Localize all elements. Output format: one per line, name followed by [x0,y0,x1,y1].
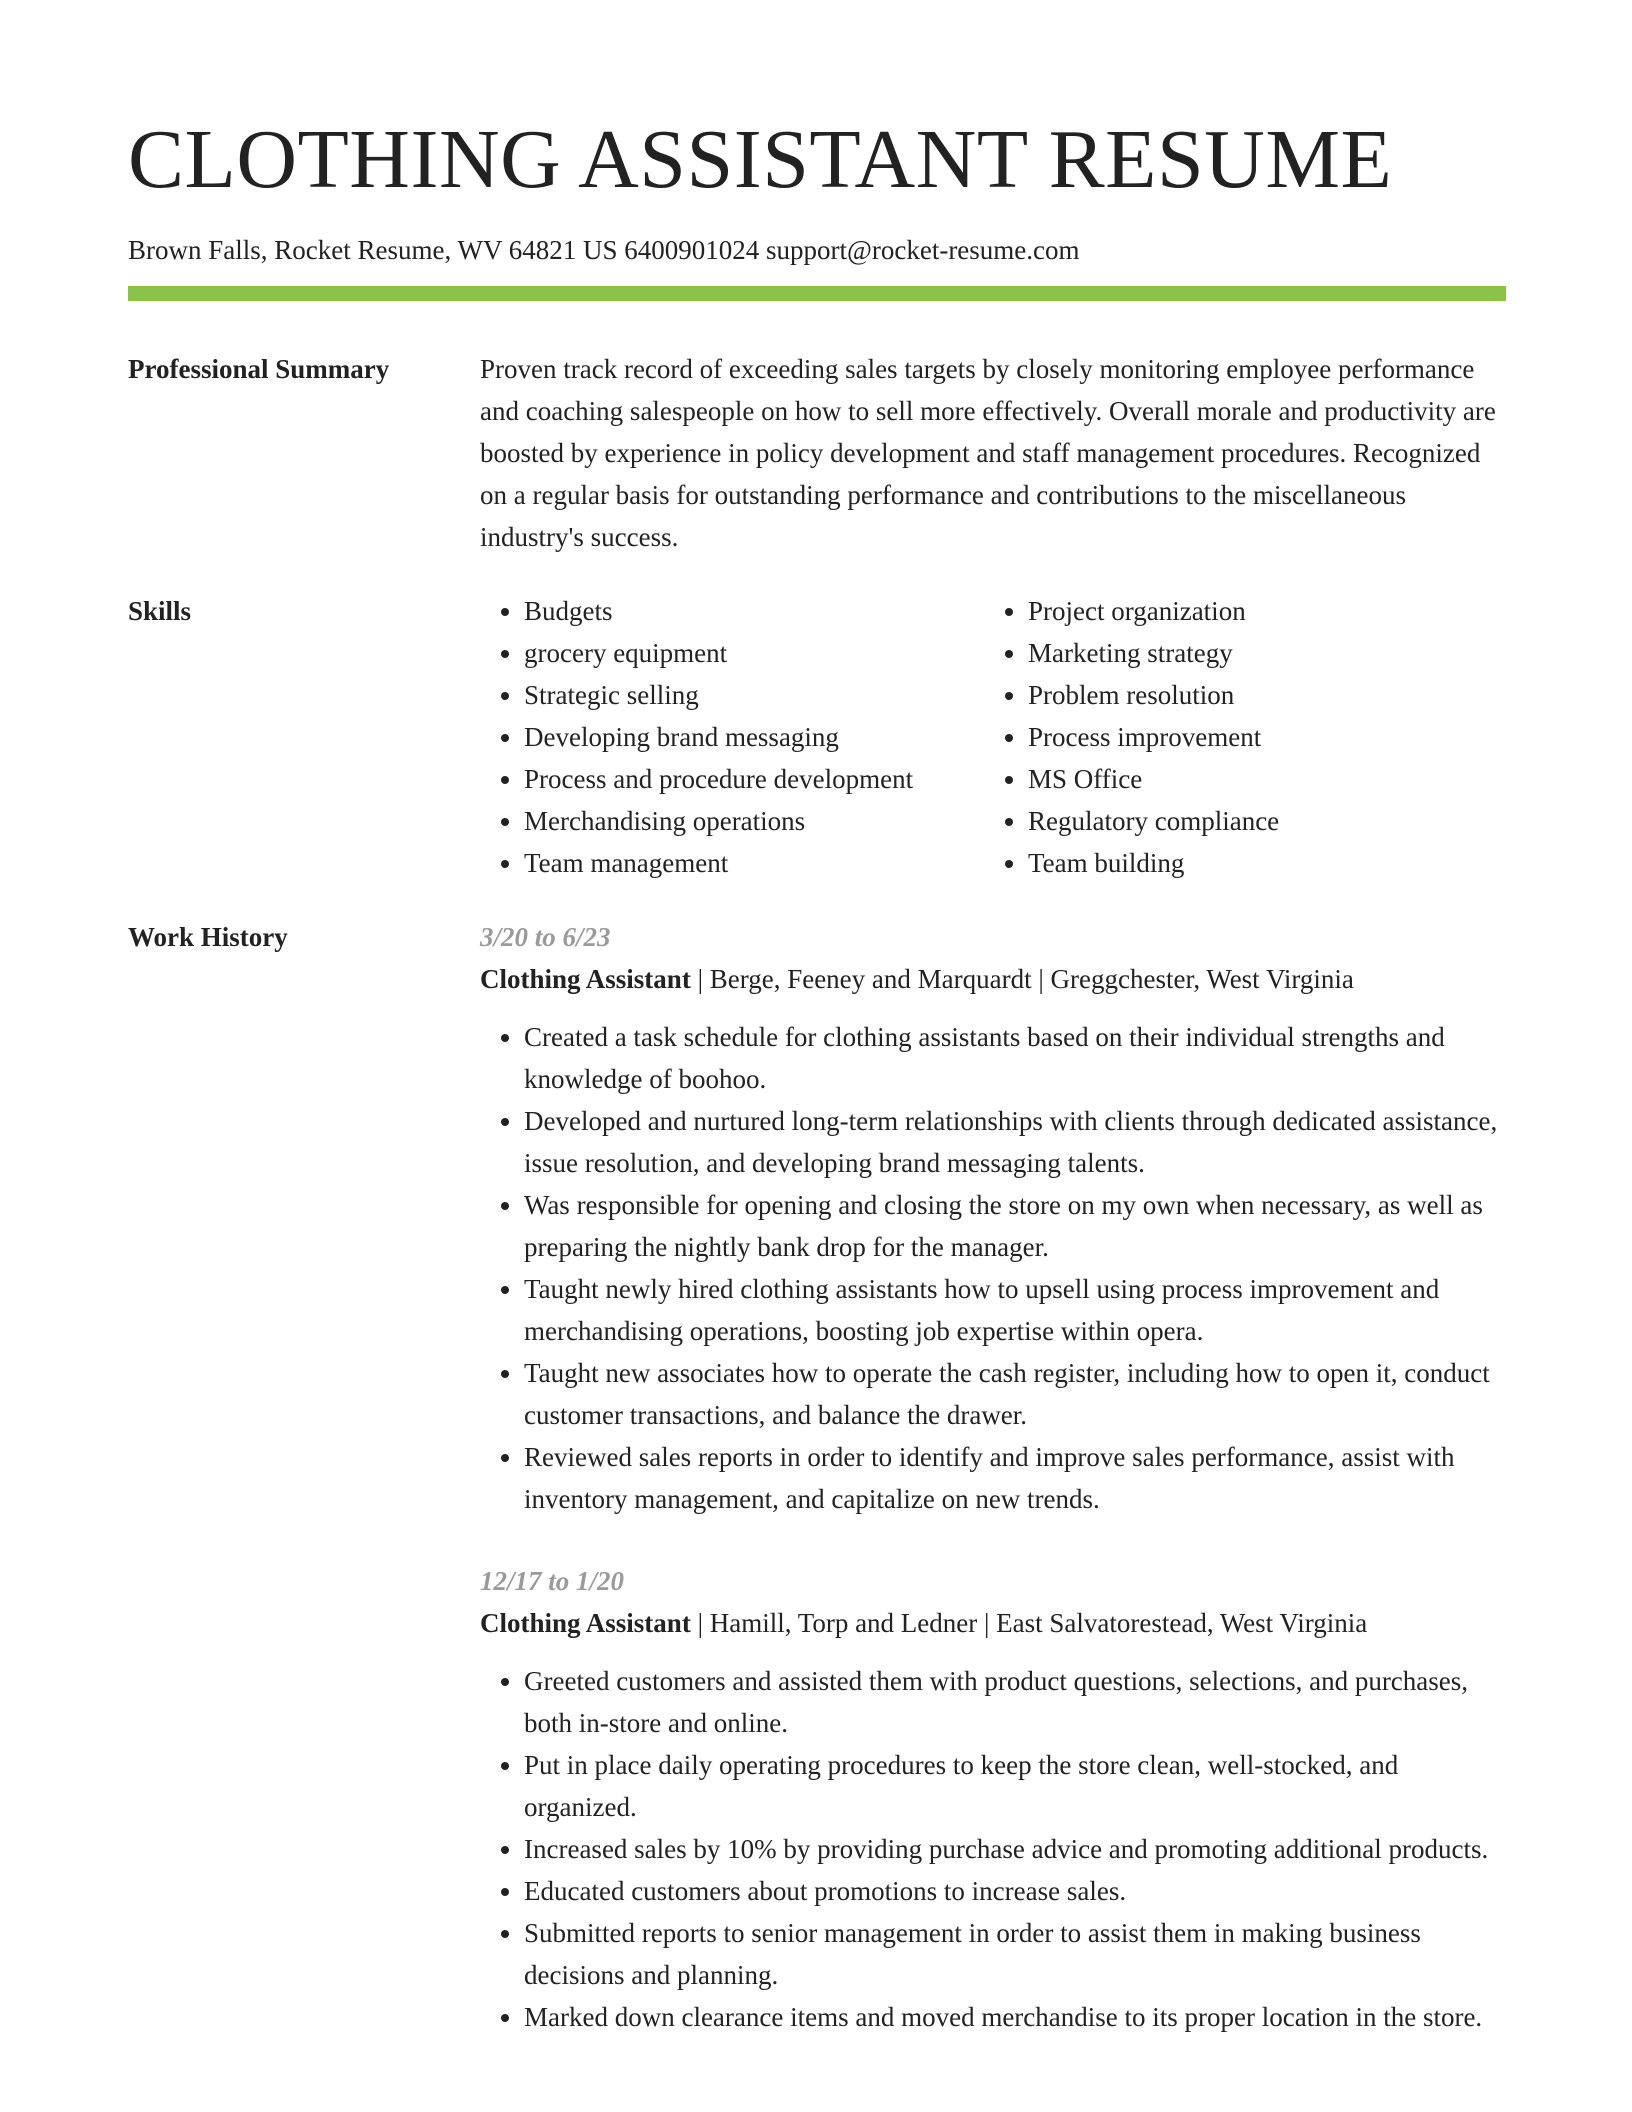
skills-body [480,590,1506,884]
skill-item: • Team building [1028,842,1488,884]
job-bullet: • Created a task schedule for clothing assistants based on their individual strengths and knowledge of boohoo. [524,1016,1506,1100]
job-bullet: • Taught newly hired clothing assistants how to upsell using process improvement and merchandising operations, boosting job expertise within opera. [524,1268,1506,1352]
contact-line [128,232,1080,268]
job-bullet: • Submitted reports to senior management in order to assist them in making business decisions and planning. [524,1912,1506,1996]
job-bullet: • Greeted customers and assisted them with product questions, selections, and purchases, both in-store and online. [524,1660,1506,1744]
header-divider [128,286,1506,301]
skill-item: • Strategic selling [524,674,984,716]
job-bullet: • Reviewed sales reports in order to identify and improve sales performance, assist with inventory management, and capitalize on new trends. [524,1436,1506,1520]
job-dates: 12/17 to 1/20 [480,1566,625,1596]
skill-item: • Budgets [524,590,984,632]
job-bullet: • Taught new associates how to operate the cash register, including how to open it, conduct customer transactions, and balance the drawer. [524,1352,1506,1436]
skill-item: • Marketing strategy [1028,632,1488,674]
job-employer-location: | Hamill, Torp and Ledner | East Salvatorestead, West Virginia [690,1608,1368,1638]
job-dates: 3/20 to 6/23 [480,922,611,952]
skill-item: • MS Office [1028,758,1488,800]
work-history-body [480,916,1506,2038]
job-bullet-list [480,1016,1506,1520]
job-title-line [480,1602,1506,1644]
job-bullet: • Was responsible for opening and closing the store on my own when necessary, as well as preparing the nightly bank drop for the manager. [524,1184,1506,1268]
job-title-line [480,958,1506,1000]
skill-item: • Team management [524,842,984,884]
job-bullet: • Educated customers about promotions to increase sales. [524,1870,1506,1912]
skill-item: • Merchandising operations [524,800,984,842]
job-title: Clothing Assistant [480,964,691,994]
skill-item: • Project organization [1028,590,1488,632]
skills-heading: Skills [128,596,192,626]
contact-email: support@rocket-resume.com [766,235,1080,265]
skill-item: • Developing brand messaging [524,716,984,758]
skills-grid [480,590,1506,884]
job-bullet: • Put in place daily operating procedures to keep the store clean, well-stocked, and organized. [524,1744,1506,1828]
skill-item: • Process and procedure development [524,758,984,800]
summary-text: Proven track record of exceeding sales targets by closely monitoring employee performance and coaching salespeople on how to sell more effectively. Overall morale and productivity are boosted by experience in policy development and staff management procedures. Recognized on a regular basis for outstanding performance and contributions to the miscellaneous industry's success. [480,354,1496,552]
job-entry [480,1560,1506,2038]
job-bullet-list [480,1660,1506,2038]
summary-body [480,348,1506,558]
work-history-heading: Work History [128,922,288,952]
job-title: Clothing Assistant [480,1608,691,1638]
skill-item: • grocery equipment [524,632,984,674]
contact-phone: 6400901024 [624,235,760,265]
job-entry [480,916,1506,1520]
job-bullet: • Developed and nurtured long-term relationships with clients through dedicated assistance, issue resolution, and developing brand messaging talents. [524,1100,1506,1184]
skill-item: • Regulatory compliance [1028,800,1488,842]
job-bullet: • Marked down clearance items and moved merchandise to its proper location in the store. [524,1996,1506,2038]
skill-item: • Process improvement [1028,716,1488,758]
summary-heading: Professional Summary [128,354,390,384]
contact-address: Brown Falls, Rocket Resume, WV 64821 US [128,235,618,265]
skills-list-left [480,590,984,884]
job-employer-location: | Berge, Feeney and Marquardt | Greggchester, West Virginia [690,964,1354,994]
skill-item: • Problem resolution [1028,674,1488,716]
resume-title: CLOTHING ASSISTANT RESUME [128,113,1393,206]
job-bullet: • Increased sales by 10% by providing purchase advice and promoting additional products. [524,1828,1506,1870]
skills-list-right [984,590,1488,884]
